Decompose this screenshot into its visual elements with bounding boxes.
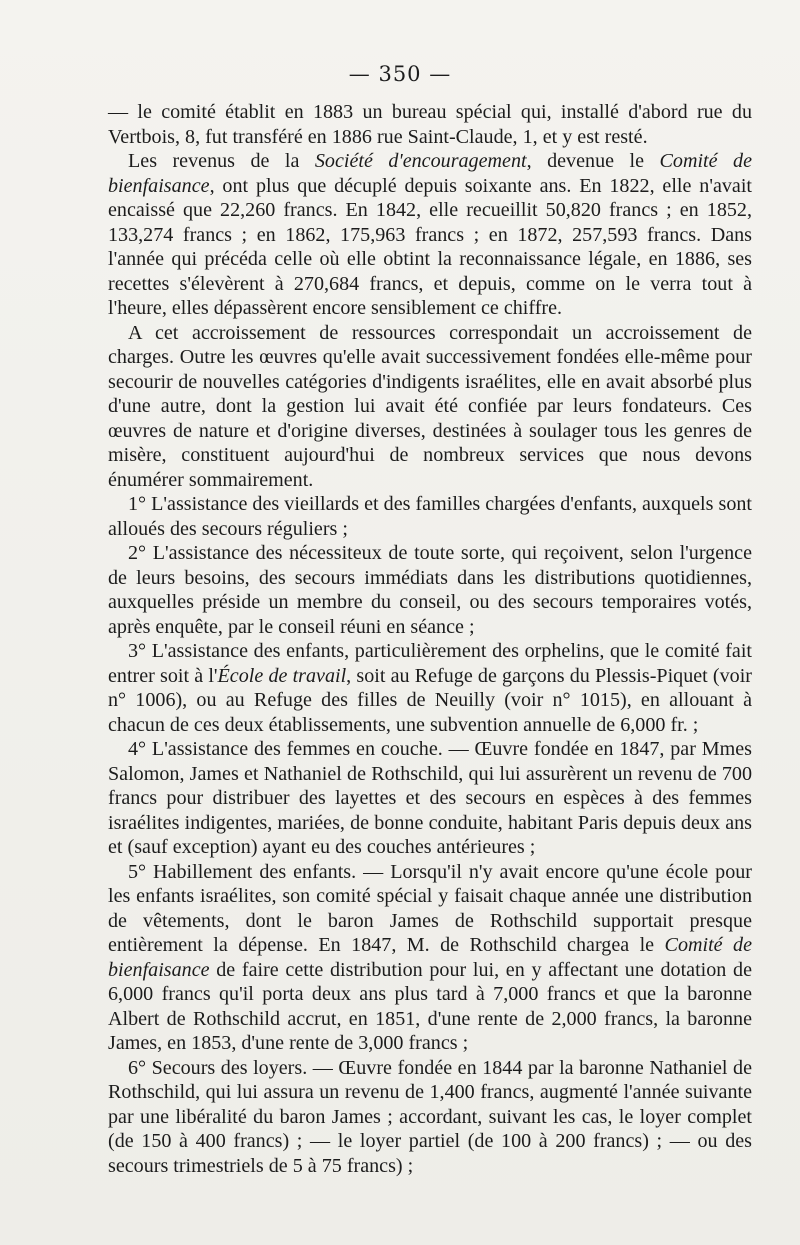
paragraph: 1° L'assistance des vieillards et des familles chargées d'enfants, auxquels sont alloués des secours réguliers ; bbox=[108, 493, 752, 540]
paragraph: A cet accroissement de ressources correspondait un accroissement de charges. Outre les œuvres qu'elle avait successivement fondées elle-même pour secourir de nouvelles catégories d'indigents israélites, elle en avait absorbé plus d'une autre, dont la gestion lui avait été confiée par leurs fondateurs. Ces œuvres de nature et d'origine diverses, destinées à soulager tous les genres de misère, constituent aujourd'hui de nombreux services que nous devons énumérer sommairement. bbox=[108, 321, 752, 491]
paragraph: Les revenus de la Société d'encouragement, devenue le Comité de bienfaisance, ont plus que décuplé depuis soixante ans. En 1822, elle n'avait encaissé que 22,260 francs. En 1842, elle recueillit 50,820 francs ; en 1852, 133,274 francs ; en 1862, 175,963 francs ; en 1872, 257,593 francs. Dans l'année qui précéda celle où elle obtint la reconnaissance légale, en 1886, ses recettes s'élevèrent à 270,684 francs, et depuis, comme on le verra tout à l'heure, elles dépassèrent encore sensiblement ce chiffre. bbox=[108, 150, 752, 319]
paragraph: 3° L'assistance des enfants, particulièrement des orphelins, que le comité fait entrer soit à l'École de travail, soit au Refuge de garçons du Plessis-Piquet (voir n° 1006), ou au Refuge des filles de Neuilly (voir n° 1015), en allouant à chacun de ces deux établissements, une subvention annuelle de 6,000 fr. ; bbox=[108, 640, 752, 736]
body-text bbox=[108, 100, 752, 1178]
paragraph: 4° L'assistance des femmes en couche. — Œuvre fondée en 1847, par Mmes Salomon, James et Nathaniel de Rothschild, qui lui assurèrent un revenu de 700 francs pour distribuer des layettes et des secours en espèces à des femmes israélites indigentes, mariées, de bonne conduite, habitant Paris depuis deux ans et (sauf exception) ayant eu des couches antérieures ; bbox=[108, 738, 752, 858]
paragraph: 2° L'assistance des nécessiteux de toute sorte, qui reçoivent, selon l'urgence de leurs besoins, des secours immédiats dans les distributions quotidiennes, auxquelles préside un membre du conseil, ou des secours temporaires votés, après enquête, par le conseil réuni en séance ; bbox=[108, 542, 752, 638]
paragraph: — le comité établit en 1883 un bureau spécial qui, installé d'abord rue du Vertbois, 8, fut transféré en 1886 rue Saint-Claude, 1, et y est resté. bbox=[108, 101, 752, 148]
paragraph: 5° Habillement des enfants. — Lorsqu'il n'y avait encore qu'une école pour les enfants israélites, son comité spécial y faisait chaque année une distribution de vêtements, dont le baron James de Rothschild supportait presque entièrement la dépense. En 1847, M. de Rothschild chargea le Comité de bienfaisance de faire cette distribution pour lui, en y affectant une dotation de 6,000 francs qu'il porta deux ans plus tard à 7,000 francs et que la baronne Albert de Rothschild accrut, en 1851, d'une rente de 2,000 francs, la baronne James, en 1853, d'une rente de 3,000 francs ; bbox=[108, 860, 752, 1054]
page-number: — 350 — bbox=[348, 62, 452, 86]
paragraph: 6° Secours des loyers. — Œuvre fondée en 1844 par la baronne Nathaniel de Rothschild, qui lui assura un revenu de 1,400 francs, augmenté l'année suivante par une libéralité du baron James ; accordant, suivant les cas, le loyer complet (de 150 à 400 francs) ; — le loyer partiel (de 100 à 200 francs) ; — ou des secours trimestriels de 5 à 75 francs) ; bbox=[108, 1056, 752, 1177]
